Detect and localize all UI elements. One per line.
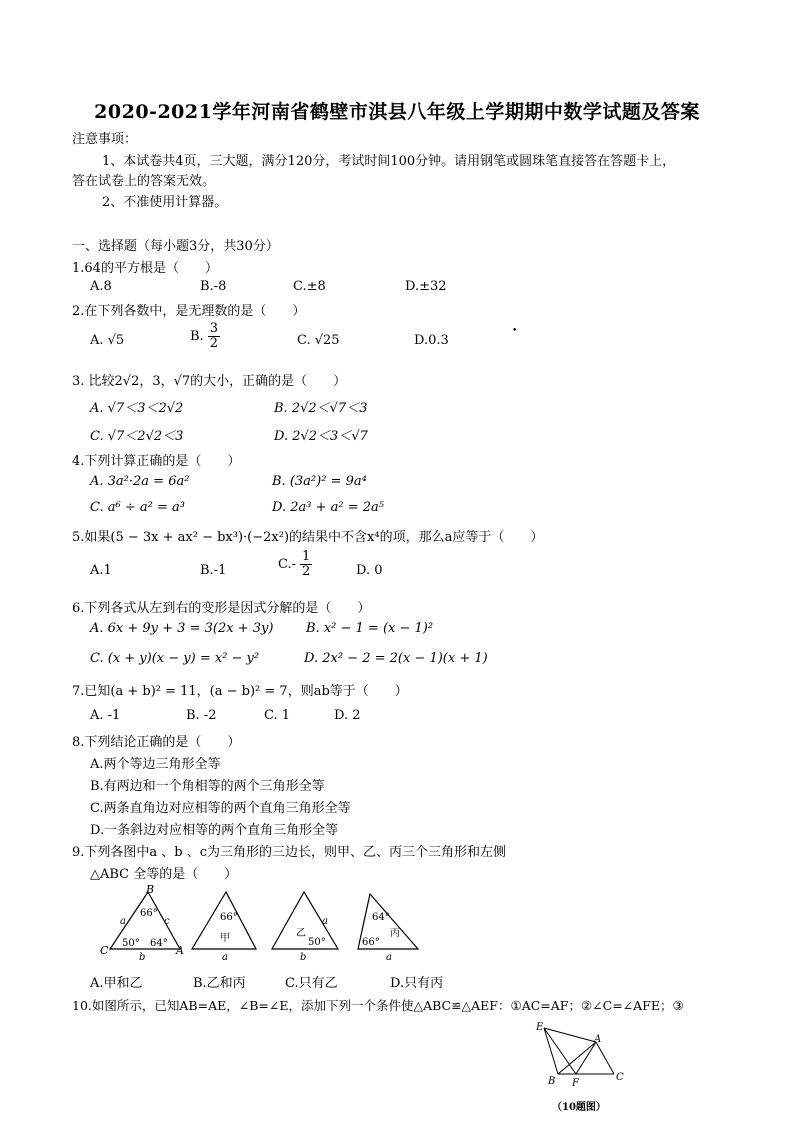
label-side-b: b [139,952,146,963]
q7-option-a: A. -1 [90,708,121,723]
q6-option-c: C. (x + y)(x − y) = x² − y² [90,651,260,666]
bing-side-a: a [386,952,392,963]
q2-b-numerator: 3 [209,321,218,336]
q8-option-d: D.一条斜边对应相等的两个直角三角形全等 [90,823,339,838]
q4-option-d: D. 2a³ + a² = 2a⁵ [272,500,384,515]
q8-option-b: B.有两边和一个角相等的两个三角形全等 [90,779,325,794]
label-a-vertex: A [176,944,184,957]
notice-heading: 注意事项： [72,132,138,147]
yi-angle-50: 50° [308,937,326,948]
q5-option-a: A.1 [90,563,112,578]
q5-option-d: D. 0 [356,563,383,578]
page-title: 2020-2021学年河南省鹤壁市淇县八年级上学期期中数学试题及答案 [94,101,700,123]
question-5: 5.如果(5 − 3x + ax² − bx³)·(−2x²)的结果中不含x⁴的项，那么a应等于（ ） [72,530,544,545]
q1-option-b: B.-8 [200,279,227,294]
label-c-vertex: C [100,944,109,957]
q4-option-a: A. 3a²·2a = 6a² [90,474,190,489]
angle-50: 50° [122,938,140,949]
question-7: 7.已知(a + b)² = 11，(a − b)² = 7，则ab等于（ ） [72,684,408,699]
notice-item-1: 1、本试卷共4页，三大题，满分120分，考试时间100分钟。请用钢笔或圆珠笔直接答在答题卡上， [102,154,676,169]
label-side-c: c [164,916,170,927]
q2-option-b: B. $\frac{3}{2}$ [190,321,218,351]
q3-option-b: B. 2√2＜√7＜3 [274,401,368,416]
angle-64: 64° [150,938,168,949]
q6-option-d: D. 2x² − 2 = 2(x − 1)(x + 1) [304,651,488,666]
q3-option-d: D. 2√2＜3＜√7 [274,429,368,444]
yi-label: 乙 [296,928,306,939]
jia-label: 甲 [220,933,230,944]
question-8: 8.下列结论正确的是（ ） [72,735,241,750]
notice-item-1-cont: 答在试卷上的答案无效。 [72,174,216,189]
notice-item-2: 2、不准使用计算器。 [102,195,228,210]
q8-option-c: C.两条直角边对应相等的两个直角三角形全等 [90,801,351,816]
q6-option-a: A. 6x + 9y + 3 = 3(2x + 3y) [90,621,274,636]
bing-angle-66: 66° [362,937,380,948]
q5-option-c: C.- $\frac{1}{2}$ [278,549,311,579]
question-6: 6.下列各式从左到右的变形是因式分解的是（ ） [72,601,371,616]
yi-side-a: a [322,916,328,927]
q4-option-c: C. a⁶ ÷ a² = a³ [90,500,185,515]
q9-option-c: C.只有乙 [285,976,338,991]
q2-option-d: D.0.3 [414,333,449,348]
section-heading: 一、选择题（每小题3分，共30分） [72,239,279,254]
q3-option-c: C. √7＜2√2＜3 [90,429,184,444]
bing-label: 丙 [390,928,400,939]
question-3: 3. 比较2√2，3，√7的大小，正确的是（ ） [72,374,347,389]
fig10-label-e: E [536,1022,544,1033]
fig10-label-c: C [616,1072,624,1083]
question-1: 1.64的平方根是（ ） [72,261,218,276]
fig10-label-f: F [572,1078,579,1089]
q9-option-b: B.乙和丙 [193,976,246,991]
q7-option-c: C. 1 [264,708,291,723]
question-9-cont: △ABC 全等的是（ ） [90,867,238,882]
angle-66: 66° [140,908,158,919]
q2-option-a: A. √5 [90,333,125,348]
fig10-label-b: B [548,1076,556,1087]
label-side-a: a [120,916,126,927]
label-b-vertex: B [146,884,155,896]
q9-option-a: A.甲和乙 [90,976,143,991]
triangle-figures [96,884,436,964]
fig10-caption: （10题图） [552,1102,606,1113]
q9-option-d: D.只有丙 [390,976,444,991]
q1-option-a: A.8 [90,279,112,294]
bing-angle-64: 64° [372,912,390,923]
q5-c-denominator: 2 [302,564,311,579]
question-9: 9.下列各图中a 、b 、c为三角形的三边长，则甲、乙、丙三个三角形和左侧 [72,845,507,860]
q3-option-a: A. √7＜3＜2√2 [90,401,184,416]
fig10-label-a: A [594,1034,602,1045]
q7-option-d: D. 2 [334,708,361,723]
question-10: 10.如图所示，已知AB=AE，∠B=∠E，添加下列一个条件使△ABC≌△AEF：①AC=AF；②∠C=∠AFE；③ [72,998,684,1013]
q1-option-d: D.±32 [405,279,447,294]
yi-side-b: b [300,952,307,963]
question-2: 2.在下列各数中，是无理数的是（ ） [72,304,306,319]
q6-option-b: B. x² − 1 = (x − 1)² [306,621,434,636]
q2-option-c: C. √25 [297,333,340,348]
stray-dot: • [512,326,518,336]
q4-option-b: B. (3a²)² = 9a⁴ [272,474,367,489]
q5-c-numerator: 1 [302,549,311,564]
figure-10 [530,1018,640,1118]
triangle-yi [272,892,338,949]
q5-option-b: B.-1 [200,563,227,578]
q7-option-b: B. -2 [186,708,217,723]
q1-option-c: C.±8 [293,279,326,294]
q2-b-denominator: 2 [209,336,218,351]
jia-side-a: a [222,952,228,963]
q8-option-a: A.两个等边三角形全等 [90,757,221,772]
jia-angle-66: 66° [220,912,238,923]
question-4: 4.下列计算正确的是（ ） [72,454,241,469]
